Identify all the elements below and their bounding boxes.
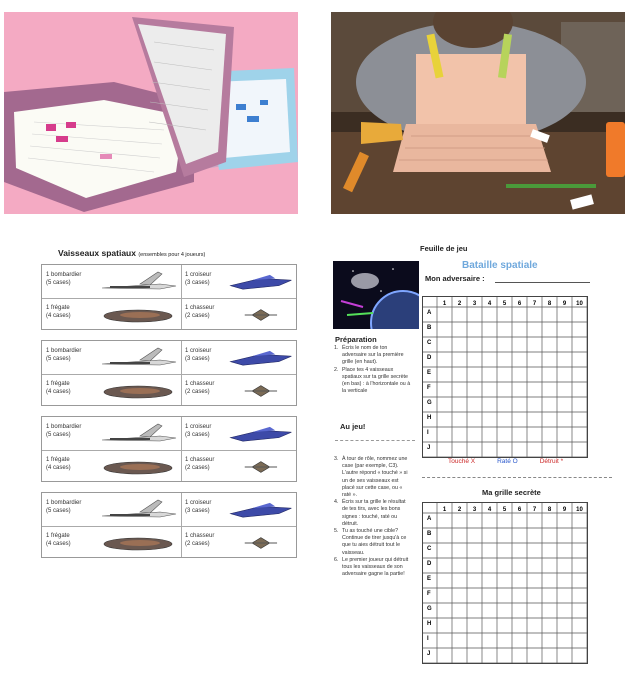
- ships-sheet-title: [58, 248, 205, 258]
- bomber-label: [46, 499, 81, 515]
- separator-line: [335, 440, 415, 441]
- fighter-label-size: (2 cases): [185, 541, 210, 547]
- cruiser-cell: [181, 265, 298, 298]
- row-label: D: [427, 561, 432, 567]
- column-label: 4: [487, 507, 492, 513]
- step-number: 3.: [334, 456, 339, 462]
- space-battle-image: [333, 261, 419, 329]
- row-label: E: [427, 370, 432, 376]
- cruiser-ship-icon[interactable]: [225, 270, 295, 294]
- frigate-cell: [42, 298, 181, 331]
- bomber-label-size: (5 cases): [46, 280, 71, 286]
- column-label: 7: [532, 507, 537, 513]
- column-label: 1: [442, 301, 447, 307]
- fighter-label-name: 1 chasseur: [185, 305, 215, 311]
- cruiser-label: [185, 423, 211, 439]
- frigate-label: [46, 304, 71, 320]
- frigate-label-name: 1 frégate: [46, 305, 70, 311]
- bomber-label-name: 1 bombardier: [46, 272, 82, 278]
- fleet-set-4: [41, 492, 297, 558]
- cruiser-label: [185, 499, 211, 515]
- fighter-label-size: (2 cases): [185, 389, 210, 395]
- legend: [448, 458, 563, 465]
- frigate-label-size: (4 cases): [46, 313, 71, 319]
- fighter-cell: [181, 298, 298, 331]
- ships-title-text: Vaisseaux spatiaux: [58, 248, 136, 258]
- row-label: F: [427, 591, 431, 597]
- row-label: H: [427, 415, 432, 421]
- row-label: D: [427, 355, 432, 361]
- step-number: 5.: [334, 528, 339, 535]
- opponent-name-field[interactable]: [495, 282, 590, 283]
- cruiser-cell: [181, 493, 298, 526]
- play-steps: [334, 456, 412, 578]
- fighter-label: [185, 304, 214, 320]
- instruction-step: [334, 528, 412, 557]
- row-label: H: [427, 621, 432, 627]
- secret-grid[interactable]: [422, 502, 588, 664]
- row-label: G: [427, 400, 432, 406]
- frigate-label-size: (4 cases): [46, 541, 71, 547]
- frigate-label: [46, 532, 71, 548]
- row-label: C: [427, 546, 432, 552]
- instruction-step: [334, 557, 412, 579]
- frigate-label: [46, 456, 71, 472]
- play-title: Au jeu!: [340, 422, 366, 431]
- step-text: Tu as touché une cible? Continue de tirer jusqu'à ce que tu aies détruit tout le vaisseau.: [342, 528, 407, 556]
- game-title: Bataille spatiale: [462, 260, 538, 271]
- fighter-ship-icon[interactable]: [225, 379, 295, 403]
- frigate-label-name: 1 frégate: [46, 381, 70, 387]
- cruiser-label-size: (3 cases): [185, 280, 210, 286]
- bomber-label-size: (5 cases): [46, 356, 71, 362]
- fighter-cell: [181, 374, 298, 407]
- row-label: E: [427, 576, 432, 582]
- cruiser-cell: [181, 417, 298, 450]
- column-label: 8: [547, 507, 552, 513]
- fighter-label: [185, 532, 214, 548]
- bomber-label-name: 1 bombardier: [46, 348, 82, 354]
- frigate-label: [46, 380, 71, 396]
- fighter-label-size: (2 cases): [185, 313, 210, 319]
- bomber-label-size: (5 cases): [46, 508, 71, 514]
- fighter-label: [185, 456, 214, 472]
- cruiser-ship-icon[interactable]: [225, 422, 295, 446]
- cruiser-label-name: 1 croiseur: [185, 424, 212, 430]
- opponent-grid[interactable]: [422, 296, 588, 458]
- frigate-label-size: (4 cases): [46, 389, 71, 395]
- bomber-label: [46, 271, 81, 287]
- column-label: 9: [562, 301, 567, 307]
- fighter-label-name: 1 chasseur: [185, 381, 215, 387]
- frigate-cell: [42, 450, 181, 483]
- fighter-label-size: (2 cases): [185, 465, 210, 471]
- ships-subtitle-text: (ensembles pour 4 joueurs): [138, 252, 206, 258]
- instruction-step: [334, 367, 412, 396]
- bomber-ship-icon[interactable]: [100, 498, 178, 522]
- step-text: À tour de rôle, nommez une case (par exemple, C3). L'autre répond « touché » si un de ses vaisseaux est placé sur cette case, ou « raté ».: [342, 456, 408, 499]
- fleet-set-3: [41, 416, 297, 482]
- row-label: J: [427, 651, 431, 657]
- secret-grid-title: Ma grille secrète: [482, 488, 541, 497]
- bomber-cell: [42, 417, 181, 450]
- column-label: 7: [532, 301, 537, 307]
- row-label: C: [427, 340, 432, 346]
- frigate-ship-icon[interactable]: [100, 379, 178, 403]
- fighter-ship-icon[interactable]: [225, 531, 295, 555]
- cruiser-label: [185, 271, 211, 287]
- row-label: F: [427, 385, 431, 391]
- frigate-cell: [42, 526, 181, 559]
- cruiser-ship-icon[interactable]: [225, 346, 295, 370]
- player-illustration: [331, 12, 625, 214]
- fighter-cell: [181, 450, 298, 483]
- column-label: 6: [517, 507, 522, 513]
- bomber-ship-icon[interactable]: [100, 422, 178, 446]
- row-label: B: [427, 325, 432, 331]
- fighter-label-name: 1 chasseur: [185, 457, 215, 463]
- cruiser-label-name: 1 croiseur: [185, 348, 212, 354]
- legend-sunk: Détruit *: [539, 458, 564, 465]
- photo-folding-board: [4, 12, 298, 214]
- cruiser-label-size: (3 cases): [185, 508, 210, 514]
- bomber-cell: [42, 493, 181, 526]
- cruiser-ship-icon[interactable]: [225, 498, 295, 522]
- frigate-label-size: (4 cases): [46, 465, 71, 471]
- frigate-label-name: 1 frégate: [46, 533, 70, 539]
- fighter-label-name: 1 chasseur: [185, 533, 215, 539]
- instruction-step: [334, 456, 412, 499]
- column-label: 9: [562, 507, 567, 513]
- row-label: A: [427, 516, 432, 522]
- cruiser-label: [185, 347, 211, 363]
- bomber-label: [46, 423, 81, 439]
- row-label: B: [427, 531, 432, 537]
- column-label: 3: [472, 507, 477, 513]
- ships-sheet: [38, 248, 300, 568]
- column-label: 10: [576, 507, 583, 513]
- cruiser-cell: [181, 341, 298, 374]
- frigate-label-name: 1 frégate: [46, 457, 70, 463]
- column-label: 5: [502, 301, 507, 307]
- bomber-ship-icon[interactable]: [100, 270, 178, 294]
- opponent-label: Mon adversaire :: [425, 274, 485, 283]
- instruction-step: [334, 499, 412, 528]
- cruiser-label-name: 1 croiseur: [185, 500, 212, 506]
- frigate-ship-icon[interactable]: [100, 303, 178, 327]
- cruiser-label-size: (3 cases): [185, 356, 210, 362]
- bomber-cell: [42, 341, 181, 374]
- cut-line: [422, 477, 612, 478]
- bomber-label-size: (5 cases): [46, 432, 71, 438]
- step-number: 4.: [334, 499, 339, 506]
- bomber-label: [46, 347, 81, 363]
- step-number: 6.: [334, 556, 339, 563]
- bomber-ship-icon[interactable]: [100, 346, 178, 370]
- step-text: Place tes 4 vaisseaux spatiaux sur ta grille secrète (en bas) : à l'horizontale ou à la verticale: [342, 366, 411, 395]
- column-label: 6: [517, 301, 522, 307]
- column-label: 5: [502, 507, 507, 513]
- column-label: 8: [547, 301, 552, 307]
- preparation-title: Préparation: [335, 335, 377, 344]
- row-label: I: [427, 430, 429, 436]
- step-number: 1.: [334, 345, 339, 351]
- bomber-label-name: 1 bombardier: [46, 424, 82, 430]
- step-text: Écris sur ta grille le résultat de tes tirs, avec les bons signes : touché, raté ou détruit.: [342, 499, 406, 527]
- cruiser-label-name: 1 croiseur: [185, 272, 212, 278]
- frigate-ship-icon[interactable]: [100, 531, 178, 555]
- fighter-ship-icon[interactable]: [225, 455, 295, 479]
- fighter-cell: [181, 526, 298, 559]
- legend-hit: Touché X: [448, 458, 476, 465]
- row-label: A: [427, 310, 432, 316]
- preparation-steps: [334, 345, 412, 395]
- column-label: 10: [576, 301, 583, 307]
- fighter-ship-icon[interactable]: [225, 303, 295, 327]
- column-label: 1: [442, 507, 447, 513]
- frigate-cell: [42, 374, 181, 407]
- legend-miss: Raté O: [497, 458, 518, 465]
- instruction-step: [334, 345, 412, 367]
- bomber-cell: [42, 265, 181, 298]
- column-label: 3: [472, 301, 477, 307]
- frigate-ship-icon[interactable]: [100, 455, 178, 479]
- photo-person-playing: [331, 12, 625, 214]
- game-sheet-header: Feuille de jeu: [420, 244, 468, 253]
- cruiser-label-size: (3 cases): [185, 432, 210, 438]
- column-label: 2: [457, 507, 462, 513]
- step-text: Le premier joueur qui détruit tous les vaisseaux de son adversaire gagne la partie!: [342, 556, 409, 578]
- step-text: Écris le nom de ton adversaire sur la première grille (en haut).: [342, 345, 404, 366]
- fleet-set-2: [41, 340, 297, 406]
- column-label: 4: [487, 301, 492, 307]
- row-label: G: [427, 606, 432, 612]
- step-number: 2.: [334, 366, 339, 373]
- row-label: I: [427, 636, 429, 642]
- bomber-label-name: 1 bombardier: [46, 500, 82, 506]
- fighter-label: [185, 380, 214, 396]
- column-label: 2: [457, 301, 462, 307]
- fleet-set-1: [41, 264, 297, 330]
- game-sheet: [330, 244, 620, 669]
- row-label: J: [427, 445, 431, 451]
- board-game-illustration: [4, 12, 298, 214]
- battle-grid[interactable]: [423, 297, 587, 457]
- battle-grid[interactable]: [423, 503, 587, 663]
